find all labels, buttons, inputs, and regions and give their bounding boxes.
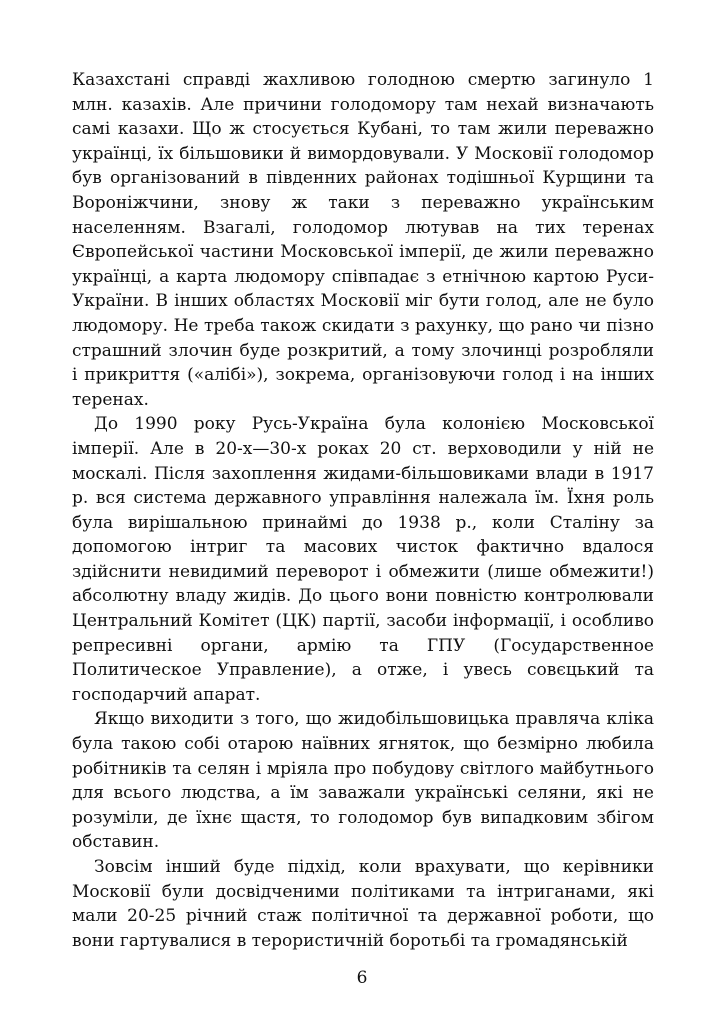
- paragraph-1: Казахстані справді жахливою голодною смертю загинуло 1 млн. казахів. Але причини голодомору там нехай визначають самі казахи. Що ж стосується Кубані, то там жили переважно українці, їх більшовики й вимордовували. У Московії голодомор був організований в південних районах тодішньої Курщини та Вороніжчини, знову ж таки з переважно українським населенням. Взагалі, голодомор лютував на тих теренах Європейської частини Московської імперії, де жили переважно українці, а карта людомору співпадає з етнічною картою Руси-України. В інших областях Московії міг бути голод, але не було людомору. Не треба також скидати з рахунку, що рано чи пізно страшний злочин буде розкритий, а тому злочинці розробляли і прикриття («алібі»), зокрема, організовуючи голод і на інших теренах.: [72, 70, 654, 410]
- paragraph-3: Якщо виходити з того, що жидобільшовицька правляча кліка була такою собі отарою наївних ягняток, що безмірно любила робітників та селян і мріяла про побудову світлого майбутнього для всього людства, а їм заважали українські селяни, які не розуміли, де їхнє щастя, то голодомор був випадковим збігом обставин.: [72, 709, 654, 853]
- paragraph-2: До 1990 року Русь-Україна була колонією Московської імперії. Але в 20-х—30-х роках 20 ст. верховодили у ній не москалі. Після захоплення жидами-більшовиками влади в 1917 р. вся система державного управління належала їм. Їхня роль була вирішальною принаймі до 1938 р., коли Сталіну за допомогою інтриг та масових чисток фактично вдалося здійснити невидимий переворот і обмежити (лише обмежити!) абсолютну владу жидів. До цього вони повністю контролювали Центральний Комітет (ЦК) партії, засоби інформації, і особливо репресивні органи, армію та ГПУ (Государственное Политическое Управление), а отже, і увесь совєцький та господарчий апарат.: [72, 414, 654, 705]
- paragraph-4: Зовсім інший буде підхід, коли врахувати, що керівники Московії були досвідченими політиками та інтриганами, які мали 20-25 річний стаж політичної та державної роботи, що вони гартувалися в терористичній боротьбі та громадянській: [72, 857, 654, 951]
- page-number: 6: [356, 968, 368, 988]
- body-text: [72, 68, 654, 953]
